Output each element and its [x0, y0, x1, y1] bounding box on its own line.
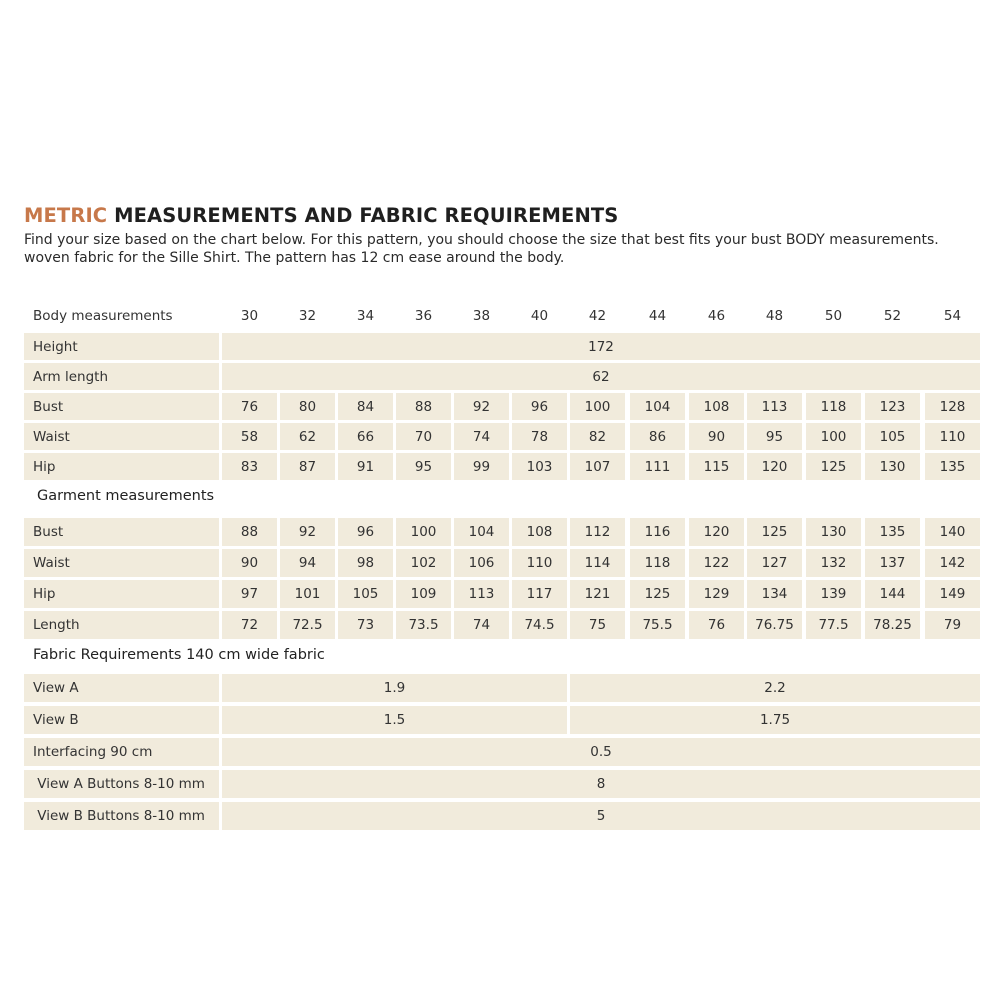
garment-cell: 144	[865, 580, 920, 608]
body-cell: 96	[512, 393, 567, 420]
garment-cell: 75.5	[630, 611, 685, 639]
intro-text	[24, 231, 984, 267]
garment-cell: 94	[280, 549, 335, 577]
garment-cell: 77.5	[806, 611, 861, 639]
fabric-section-header: Fabric Requirements 140 cm wide fabric	[33, 647, 325, 663]
body-cell: 70	[396, 423, 451, 450]
garment-cell: 117	[512, 580, 567, 608]
body-cell: 113	[747, 393, 802, 420]
size-column-header: 50	[824, 308, 843, 324]
body-cell: 58	[222, 423, 277, 450]
body-cell: 104	[630, 393, 685, 420]
intro-line: Find your size based on the chart below. For this pattern, you should choose the size that best fits your bust BODY measurements.	[24, 232, 939, 248]
garment-cell: 73.5	[396, 611, 451, 639]
garment-cell: 122	[689, 549, 744, 577]
size-column-header: 34	[356, 308, 375, 324]
fabric-value-small-sizes: 1.9	[222, 674, 567, 702]
body-cell: 95	[396, 453, 451, 480]
body-row-label: Bust	[24, 393, 219, 420]
body-cell: 95	[747, 423, 802, 450]
garment-cell: 79	[925, 611, 980, 639]
body-cell: 110	[925, 423, 980, 450]
fabric-row-label: View B Buttons 8-10 mm	[24, 802, 219, 830]
garment-cell: 129	[689, 580, 744, 608]
garment-cell: 139	[806, 580, 861, 608]
body-row-label: Arm length	[24, 363, 219, 390]
body-cell: 105	[865, 423, 920, 450]
page-title	[24, 204, 618, 227]
garment-cell: 75	[570, 611, 625, 639]
fabric-value-large-sizes: 1.75	[570, 706, 980, 734]
garment-row-label: Hip	[24, 580, 219, 608]
garment-cell: 125	[747, 518, 802, 546]
body-row-label: Hip	[24, 453, 219, 480]
size-column-header: 38	[472, 308, 491, 324]
garment-cell: 88	[222, 518, 277, 546]
size-column-header: 44	[648, 308, 667, 324]
sizes-header: Body measurements	[33, 308, 173, 324]
body-cell: 78	[512, 423, 567, 450]
body-cell: 125	[806, 453, 861, 480]
size-column-header: 30	[240, 308, 259, 324]
body-cell: 130	[865, 453, 920, 480]
size-column-header: 42	[588, 308, 607, 324]
body-row-label: Waist	[24, 423, 219, 450]
garment-cell: 114	[570, 549, 625, 577]
garment-cell: 110	[512, 549, 567, 577]
fabric-row-label: View A Buttons 8-10 mm	[24, 770, 219, 798]
garment-row-label: Waist	[24, 549, 219, 577]
garment-cell: 116	[630, 518, 685, 546]
body-cell: 62	[280, 423, 335, 450]
garment-cell: 108	[512, 518, 567, 546]
garment-cell: 73	[338, 611, 393, 639]
fabric-value-large-sizes: 2.2	[570, 674, 980, 702]
garment-cell: 134	[747, 580, 802, 608]
garment-row-label: Length	[24, 611, 219, 639]
size-column-header: 52	[883, 308, 902, 324]
body-cell: 111	[630, 453, 685, 480]
size-column-header: 40	[530, 308, 549, 324]
fabric-row-value: 8	[222, 770, 980, 798]
fabric-row-value: 0.5	[222, 738, 980, 766]
garment-cell: 127	[747, 549, 802, 577]
body-cell: 76	[222, 393, 277, 420]
garment-cell: 74.5	[512, 611, 567, 639]
garment-cell: 98	[338, 549, 393, 577]
body-cell: 91	[338, 453, 393, 480]
garment-cell: 78.25	[865, 611, 920, 639]
garment-cell: 140	[925, 518, 980, 546]
fabric-row-label: Interfacing 90 cm	[24, 738, 219, 766]
body-cell: 82	[570, 423, 625, 450]
size-column-header: 54	[943, 308, 962, 324]
garment-section-header: Garment measurements	[37, 488, 215, 504]
garment-cell: 137	[865, 549, 920, 577]
garment-cell: 113	[454, 580, 509, 608]
body-cell: 86	[630, 423, 685, 450]
body-cell: 87	[280, 453, 335, 480]
garment-cell: 96	[338, 518, 393, 546]
body-cell: 100	[806, 423, 861, 450]
body-row-value: 62	[222, 363, 980, 390]
body-cell: 128	[925, 393, 980, 420]
garment-cell: 72.5	[280, 611, 335, 639]
garment-cell: 72	[222, 611, 277, 639]
garment-cell: 125	[630, 580, 685, 608]
title-main: MEASUREMENTS AND FABRIC REQUIREMENTS	[114, 204, 619, 227]
intro-line: woven fabric for the Sille Shirt. The pattern has 12 cm ease around the body.	[24, 250, 565, 266]
body-cell: 88	[396, 393, 451, 420]
body-cell: 115	[689, 453, 744, 480]
body-cell: 135	[925, 453, 980, 480]
garment-cell: 118	[630, 549, 685, 577]
garment-cell: 112	[570, 518, 625, 546]
fabric-row-label: View B	[24, 706, 219, 734]
body-cell: 100	[570, 393, 625, 420]
body-cell: 80	[280, 393, 335, 420]
garment-cell: 104	[454, 518, 509, 546]
garment-cell: 74	[454, 611, 509, 639]
fabric-value-small-sizes: 1.5	[222, 706, 567, 734]
garment-cell: 120	[689, 518, 744, 546]
garment-cell: 90	[222, 549, 277, 577]
body-cell: 120	[747, 453, 802, 480]
body-row-label: Height	[24, 333, 219, 360]
garment-cell: 149	[925, 580, 980, 608]
body-cell: 74	[454, 423, 509, 450]
size-column-header: 46	[707, 308, 726, 324]
body-cell: 83	[222, 453, 277, 480]
garment-cell: 121	[570, 580, 625, 608]
garment-cell: 76	[689, 611, 744, 639]
body-cell: 92	[454, 393, 509, 420]
garment-row-label: Bust	[24, 518, 219, 546]
body-cell: 107	[570, 453, 625, 480]
fabric-row-label: View A	[24, 674, 219, 702]
garment-cell: 97	[222, 580, 277, 608]
title-accent: METRIC	[24, 204, 108, 227]
garment-cell: 101	[280, 580, 335, 608]
body-row-value: 172	[222, 333, 980, 360]
body-cell: 123	[865, 393, 920, 420]
body-cell: 118	[806, 393, 861, 420]
body-cell: 84	[338, 393, 393, 420]
size-column-header: 32	[298, 308, 317, 324]
garment-cell: 106	[454, 549, 509, 577]
garment-cell: 76.75	[747, 611, 802, 639]
garment-cell: 105	[338, 580, 393, 608]
body-cell: 99	[454, 453, 509, 480]
garment-cell: 92	[280, 518, 335, 546]
fabric-row-value: 5	[222, 802, 980, 830]
body-cell: 103	[512, 453, 567, 480]
garment-cell: 109	[396, 580, 451, 608]
garment-cell: 102	[396, 549, 451, 577]
garment-cell: 135	[865, 518, 920, 546]
body-cell: 108	[689, 393, 744, 420]
size-column-header: 48	[765, 308, 784, 324]
size-column-header: 36	[414, 308, 433, 324]
body-cell: 66	[338, 423, 393, 450]
garment-cell: 142	[925, 549, 980, 577]
garment-cell: 100	[396, 518, 451, 546]
body-cell: 90	[689, 423, 744, 450]
garment-cell: 132	[806, 549, 861, 577]
garment-cell: 130	[806, 518, 861, 546]
